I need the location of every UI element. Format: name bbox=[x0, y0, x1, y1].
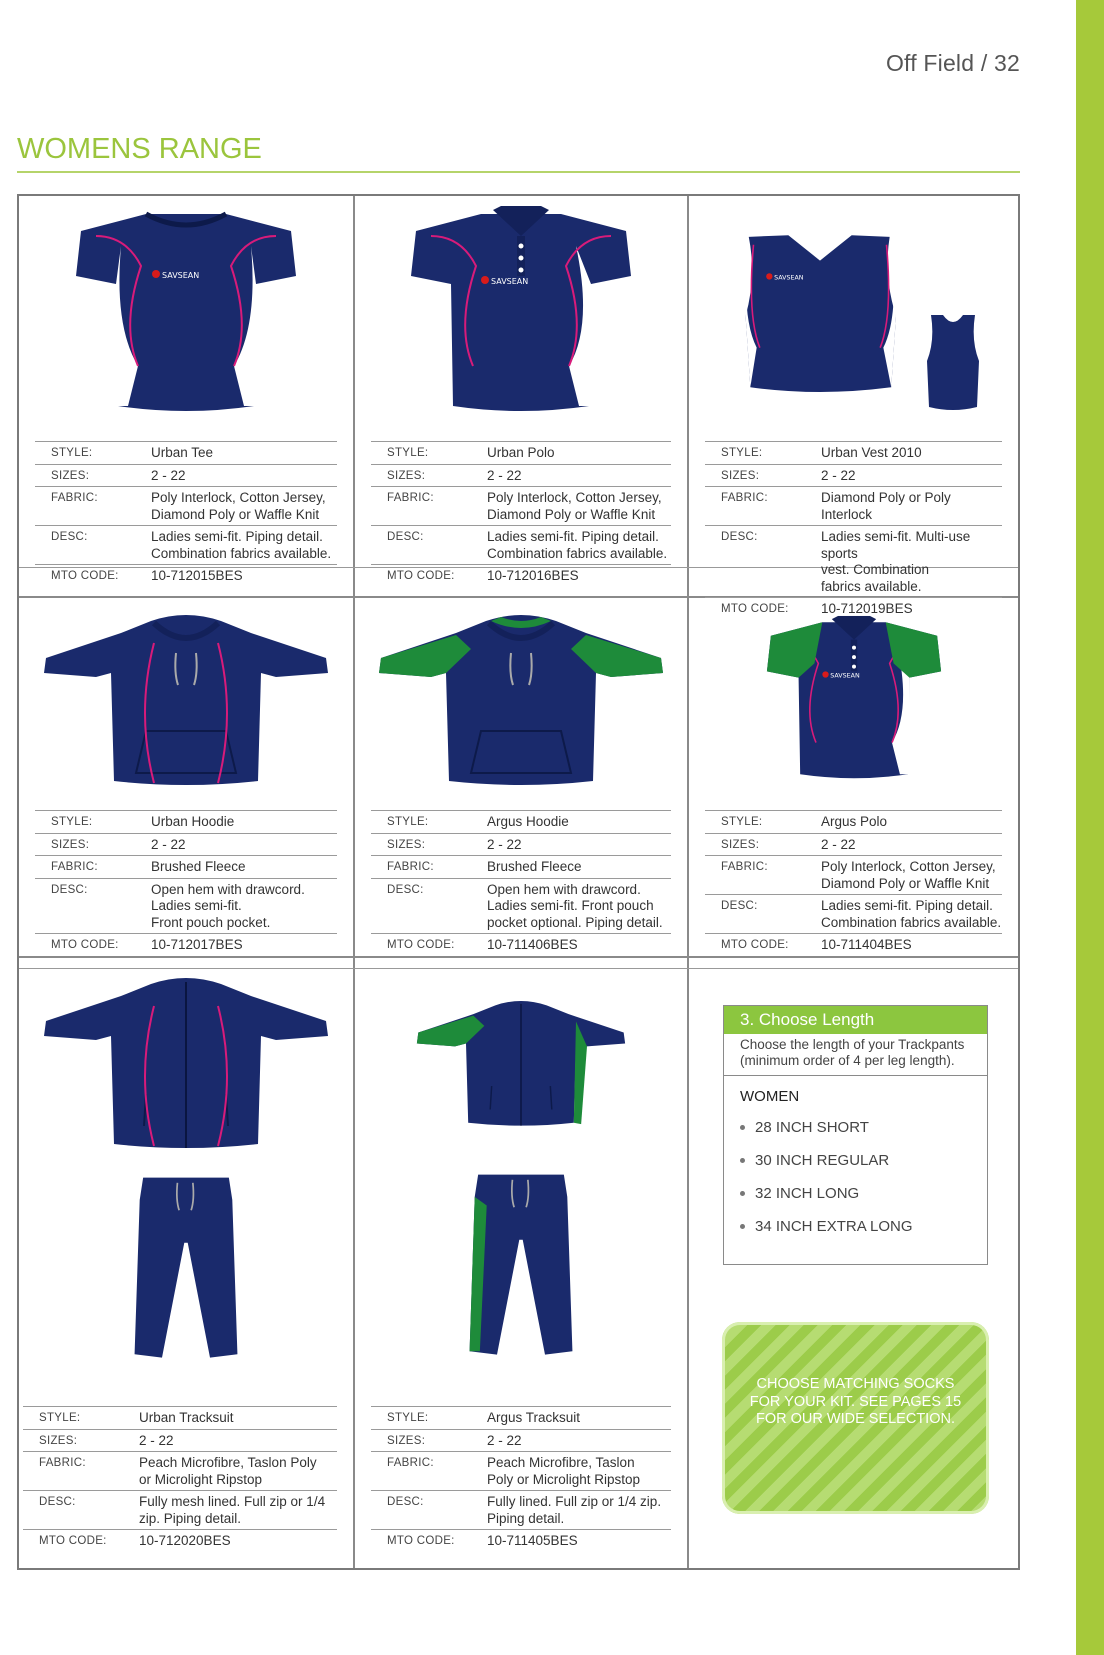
desc-value: Ladies semi-fit. Piping detail. Combination fabrics available. bbox=[151, 529, 332, 561]
bullet-icon bbox=[740, 1191, 745, 1196]
urban-vest-illustration bbox=[725, 206, 915, 426]
choose-length-title: 3. Choose Length bbox=[724, 1006, 987, 1034]
sizes-value: 2 - 22 bbox=[821, 836, 856, 852]
argus-hoodie-illustration bbox=[371, 613, 671, 793]
choose-length-description: Choose the length of your Trackpants (minimum order of 4 per leg length). bbox=[724, 1034, 987, 1076]
argus-polo-illustration bbox=[759, 613, 949, 793]
urban-polo-illustration bbox=[401, 206, 641, 426]
mto-code: 10-712016BES bbox=[487, 568, 579, 583]
bullet-icon bbox=[740, 1125, 745, 1130]
mto-code: 10-711406BES bbox=[487, 937, 578, 952]
sizes-value: 2 - 22 bbox=[487, 836, 522, 852]
desc-value: Open hem with drawcord. Ladies semi-fit. Front pouch pocket. bbox=[151, 881, 305, 930]
argus-jacket-illustration bbox=[411, 978, 631, 1153]
style-value: Urban Hoodie bbox=[151, 814, 235, 829]
sizes-value: 2 - 22 bbox=[151, 836, 186, 852]
mto-code: 10-712020BES bbox=[139, 1533, 231, 1548]
socks-promo-text: CHOOSE MATCHING SOCKS FOR YOUR KIT. SEE PAGES 15 FOR OUR WIDE SELECTION. bbox=[749, 1376, 962, 1427]
mto-code: 10-712017BES bbox=[151, 937, 243, 952]
urban-tee-illustration bbox=[66, 206, 306, 426]
product-card: STYLE: Argus Hoodie SIZES: 2 - 22 FABRIC: Brushed Fleece DESC: Open hem with drawcord. Ladies semi-fit. Front pouch pocket optional. Piping detail. MTO CODE: 10-711406BES bbox=[355, 598, 687, 956]
style-value: Argus Polo bbox=[821, 814, 888, 829]
sizes-value: 2 - 22 bbox=[151, 467, 186, 483]
sizes-value: 2 - 22 bbox=[487, 1432, 522, 1448]
fabric-value: Brushed Fleece bbox=[151, 859, 246, 874]
length-option: 28 INCH SHORT bbox=[740, 1111, 971, 1144]
fabric-value: Diamond Poly or Poly Interlock bbox=[821, 490, 951, 522]
product-card: STYLE: Urban Tracksuit SIZES: 2 - 22 FABRIC: Peach Microfibre, Taslon Poly or Microlight Ripstop DESC: Fully mesh lined. Full zip or 1/4 zip. Piping detail. MTO CODE: 10-712020BES bbox=[19, 958, 353, 1568]
fabric-value: Brushed Fleece bbox=[487, 859, 582, 874]
style-value: Urban Tracksuit bbox=[139, 1410, 234, 1425]
product-card: STYLE: Urban Hoodie SIZES: 2 - 22 FABRIC: Brushed Fleece DESC: Open hem with drawcord. Ladies semi-fit. Front pouch pocket. MTO CODE: 10-712017BES bbox=[19, 598, 353, 956]
desc-value: Ladies semi-fit. Multi-use sports vest. Combination fabrics available. bbox=[821, 529, 971, 594]
desc-value: Open hem with drawcord. Ladies semi-fit. Front pouch pocket optional. Piping detail. bbox=[487, 881, 663, 930]
title-divider bbox=[17, 171, 1020, 173]
bullet-icon bbox=[740, 1224, 745, 1229]
urban-hoodie-illustration bbox=[36, 613, 336, 793]
argus-pants-illustration bbox=[461, 1153, 581, 1378]
product-card: STYLE: Argus Polo SIZES: 2 - 22 FABRIC: Poly Interlock, Cotton Jersey, Diamond Poly or Waffle Knit DESC: Ladies semi-fit. Piping detail. Combination fabrics available. MTO CODE: 10-711404BES bbox=[689, 598, 1018, 956]
style-value: Argus Hoodie bbox=[487, 814, 569, 829]
bullet-icon bbox=[740, 1158, 745, 1163]
mto-code: 10-712015BES bbox=[151, 568, 243, 583]
side-accent-bar bbox=[1076, 0, 1104, 1655]
length-option: 30 INCH REGULAR bbox=[740, 1144, 971, 1177]
style-value: Urban Vest 2010 bbox=[821, 445, 922, 460]
product-card: STYLE: Urban Tee SIZES: 2 - 22 FABRIC: Poly Interlock, Cotton Jersey, Diamond Poly or Waffle Knit DESC: Ladies semi-fit. Piping detail. Combination fabrics available. MTO CODE: 10-712015BES bbox=[19, 196, 353, 596]
length-options bbox=[724, 1111, 987, 1243]
product-card: STYLE: Urban Vest 2010 SIZES: 2 - 22 FABRIC: Diamond Poly or Poly Interlock DESC: Ladies semi-fit. Multi-use sports vest. Combination fabrics available. MTO CODE: 10-712019BES bbox=[689, 196, 1018, 596]
fabric-value: Peach Microfibre, Taslon Poly or Microlight Ripstop bbox=[139, 1455, 317, 1487]
style-value: Argus Tracksuit bbox=[487, 1410, 581, 1425]
product-card: STYLE: Urban Polo SIZES: 2 - 22 FABRIC: Poly Interlock, Cotton Jersey, Diamond Poly or Waffle Knit DESC: Ladies semi-fit. Piping detail. Combination fabrics available. MTO CODE: 10-712016BES bbox=[355, 196, 687, 596]
length-option: 34 INCH EXTRA LONG bbox=[740, 1210, 971, 1243]
desc-value: Fully mesh lined. Full zip or 1/4 zip. Piping detail. bbox=[139, 1494, 326, 1526]
sizes-value: 2 - 22 bbox=[139, 1432, 174, 1448]
mto-code: 10-711404BES bbox=[821, 937, 912, 952]
product-card: STYLE: Argus Tracksuit SIZES: 2 - 22 FABRIC: Peach Microfibre, Taslon Poly or Microlight Ripstop DESC: Fully lined. Full zip or 1/4 zip. Piping detail. MTO CODE: 10-711405BES bbox=[355, 958, 687, 1568]
mto-code: 10-711405BES bbox=[487, 1533, 578, 1548]
desc-value: Fully lined. Full zip or 1/4 zip. Piping detail. bbox=[487, 1494, 662, 1526]
mto-code: 10-712019BES bbox=[821, 601, 913, 616]
fabric-value: Poly Interlock, Cotton Jersey, Diamond Poly or Waffle Knit bbox=[821, 859, 996, 891]
tank-illustration bbox=[923, 311, 983, 411]
sizes-value: 2 - 22 bbox=[487, 467, 522, 483]
choose-length-subtitle: WOMEN bbox=[740, 1088, 800, 1105]
fabric-value: Poly Interlock, Cotton Jersey, Diamond Poly or Waffle Knit bbox=[487, 490, 662, 522]
style-value: Urban Tee bbox=[151, 445, 214, 460]
desc-value: Ladies semi-fit. Piping detail. Combination fabrics available. bbox=[487, 529, 668, 561]
desc-value: Ladies semi-fit. Piping detail. Combination fabrics available. bbox=[821, 898, 1002, 930]
choose-length-panel bbox=[723, 1005, 988, 1265]
section-title: WOMENS RANGE bbox=[17, 133, 262, 165]
sizes-value: 2 - 22 bbox=[821, 467, 856, 483]
page-label: Off Field / 32 bbox=[885, 50, 1020, 76]
socks-promo-panel bbox=[722, 1322, 989, 1514]
urban-jacket-illustration bbox=[36, 976, 336, 1156]
urban-pants-illustration bbox=[126, 1156, 246, 1381]
fabric-value: Poly Interlock, Cotton Jersey, Diamond Poly or Waffle Knit bbox=[151, 490, 326, 522]
length-option: 32 INCH LONG bbox=[740, 1177, 971, 1210]
fabric-value: Peach Microfibre, Taslon Poly or Microlight Ripstop bbox=[487, 1455, 641, 1487]
style-value: Urban Polo bbox=[487, 445, 555, 460]
